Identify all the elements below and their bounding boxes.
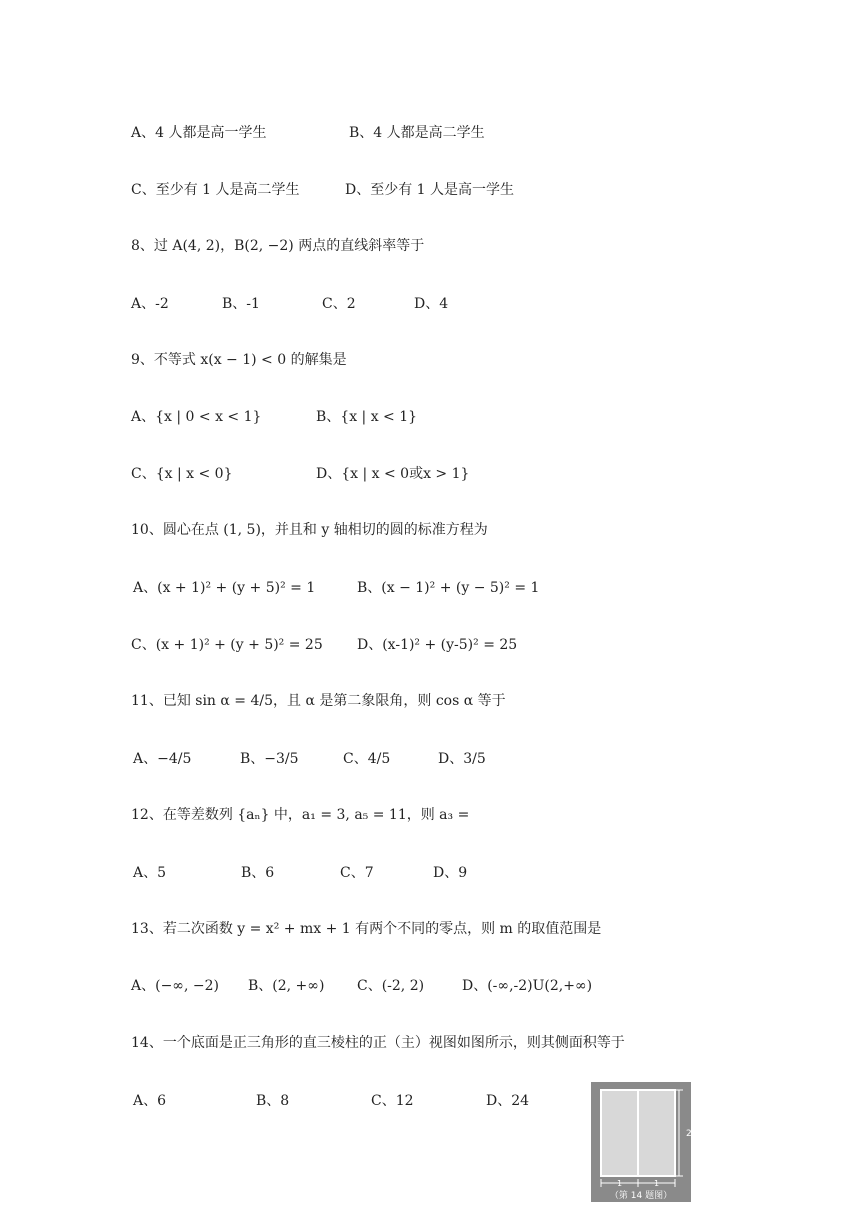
q12-stem: 12、在等差数列 {aₙ} 中，a₁ = 3, a₅ = 11，则 a₃ = xyxy=(131,807,470,823)
q7-option-a: A、4 人都是高一学生 xyxy=(131,125,267,141)
q8-option-a: A、-2 xyxy=(131,296,169,312)
q7-option-c: C、至少有 1 人是高二学生 xyxy=(131,182,300,198)
q12-option-a: A、5 xyxy=(133,865,167,881)
q9-option-c: C、{x | x < 0} xyxy=(131,466,233,482)
q7-option-b: B、4 人都是高二学生 xyxy=(349,125,485,141)
q11-option-d: D、3/5 xyxy=(438,751,486,767)
q7-option-d: D、至少有 1 人是高一学生 xyxy=(345,182,515,198)
q13-stem: 13、若二次函数 y = x² + mx + 1 有两个不同的零点，则 m 的取值范围是 xyxy=(131,921,602,937)
q8-option-d: D、4 xyxy=(414,296,449,312)
q14-option-c: C、12 xyxy=(371,1093,414,1109)
q11-option-a: A、−4/5 xyxy=(133,751,192,767)
q14-figure-dim-right: 1 xyxy=(654,1179,660,1188)
q13-option-d: D、(-∞,-2)U(2,+∞) xyxy=(462,978,593,994)
q14-figure xyxy=(591,1082,691,1202)
q9-option-a: A、{x | 0 < x < 1} xyxy=(131,409,262,425)
q14-figure-dim-left: 1 xyxy=(617,1179,623,1188)
q10-option-d: D、(x-1)² + (y-5)² = 25 xyxy=(357,637,518,653)
q12-option-d: D、9 xyxy=(433,865,468,881)
q8-option-c: C、2 xyxy=(322,296,356,312)
q14-option-b: B、8 xyxy=(256,1093,290,1109)
q14-option-d: D、24 xyxy=(486,1093,530,1109)
q11-option-c: C、4/5 xyxy=(343,751,391,767)
q9-option-b: B、{x | x < 1} xyxy=(316,409,418,425)
q14-figure-caption: （第 14 题图） xyxy=(609,1191,673,1201)
q9-option-d: D、{x | x < 0或x > 1} xyxy=(316,466,470,482)
q14-stem: 14、一个底面是正三角形的直三棱柱的正（主）视图如图所示，则其侧面积等于 xyxy=(131,1035,625,1051)
q9-stem: 9、不等式 x(x − 1) < 0 的解集是 xyxy=(131,352,347,368)
q11-stem: 11、已知 sin α = 4/5，且 α 是第二象限角，则 cos α 等于 xyxy=(131,693,506,709)
q12-option-c: C、7 xyxy=(340,865,374,881)
q13-option-a: A、(−∞, −2) xyxy=(131,978,219,994)
q10-option-a: A、(x + 1)² + (y + 5)² = 1 xyxy=(133,580,316,596)
q14-figure-drawing xyxy=(591,1082,691,1202)
q13-option-c: C、(-2, 2) xyxy=(357,978,425,994)
q12-option-b: B、6 xyxy=(241,865,275,881)
q14-option-a: A、6 xyxy=(133,1093,167,1109)
q10-option-c: C、(x + 1)² + (y + 5)² = 25 xyxy=(131,637,323,653)
q10-stem: 10、圆心在点 (1, 5)，并且和 y 轴相切的圆的标准方程为 xyxy=(131,522,488,538)
q11-option-b: B、−3/5 xyxy=(240,751,299,767)
q8-option-b: B、-1 xyxy=(222,296,260,312)
q14-figure-dim-height: 2 xyxy=(686,1129,692,1139)
q10-option-b: B、(x − 1)² + (y − 5)² = 1 xyxy=(357,580,540,596)
q13-option-b: B、(2, +∞) xyxy=(248,978,325,994)
q8-stem: 8、过 A(4, 2)，B(2, −2) 两点的直线斜率等于 xyxy=(131,238,425,254)
